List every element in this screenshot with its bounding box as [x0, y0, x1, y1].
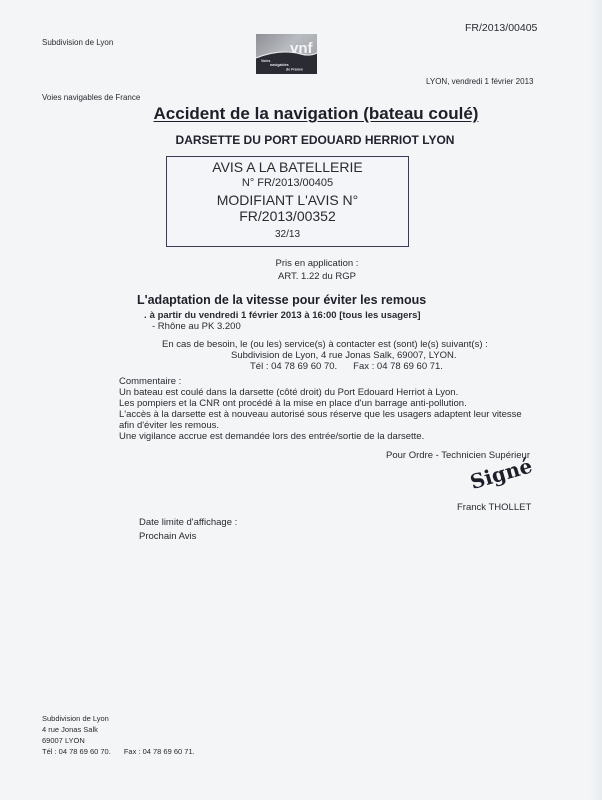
- vnf-logo-graphic: [256, 34, 317, 74]
- footer-fax: Fax : 04 78 69 60 71.: [123, 747, 195, 756]
- page-title: [0, 104, 602, 124]
- avis-box-number: N° FR/2013/00405: [241, 177, 334, 189]
- footer-line3: 69007 LYON: [42, 736, 85, 745]
- avis-box-modified-number: FR/2013/00352: [239, 208, 336, 224]
- contact-tel: Tél : 04 78 69 60 70.: [250, 361, 338, 372]
- contact-address: Subdivision de Lyon, 4 rue Jonas Salk, 69007, LYON.: [231, 350, 457, 361]
- header-reference: FR/2013/00405: [465, 22, 538, 34]
- comment-line: afin d'éviter les remous.: [119, 420, 220, 431]
- vnf-logo-brand: vnf: [290, 40, 313, 57]
- date-limit-label: Date limite d'affichage :: [139, 517, 238, 528]
- comment-line: Une vigilance accrue est demandée lors des entrée/sortie de la darsette.: [119, 431, 425, 442]
- contact-phones: [250, 361, 443, 372]
- svg-text:de France: de France: [286, 67, 303, 72]
- comment-label: Commentaire :: [119, 376, 182, 387]
- footer-tel: Tél : 04 78 69 60 70.: [42, 747, 111, 756]
- footer-line2: 4 rue Jonas Salk: [42, 725, 98, 734]
- page-subtitle: DARSETTE DU PORT EDOUARD HERRIOT LYON: [175, 133, 455, 147]
- comment-line: L'accès à la darsette est à nouveau autorisé sous réserve que les usagers adaptent leur vitesse: [119, 409, 522, 420]
- header-place-date: LYON, vendredi 1 février 2013: [426, 77, 534, 86]
- measure-bullet-text: à partir du vendredi 1 février 2013 à 16:00 [tous les usagers]: [149, 310, 421, 321]
- application-article: ART. 1.22 du RGP: [278, 271, 356, 282]
- signer-name: Franck THOLLET: [457, 502, 532, 513]
- svg-text:Voies: Voies: [261, 59, 271, 63]
- comment-line: Les pompiers et la CNR ont procédé à la mise en place d'un barrage anti-pollution.: [119, 398, 467, 409]
- avis-box: [166, 156, 409, 247]
- application-label: Pris en application :: [275, 258, 359, 269]
- footer-phones: [42, 747, 195, 756]
- avis-box-line3: MODIFIANT L'AVIS N°: [216, 192, 359, 208]
- signer-role: Pour Ordre - Technicien Supérieur: [386, 450, 530, 461]
- comment-line: Un bateau est coulé dans la darsette (côté droit) du Port Edouard Herriot à Lyon.: [119, 387, 459, 398]
- avis-box-line1: AVIS A LA BATELLERIE: [212, 159, 363, 175]
- header-organization: Voies navigables de France: [42, 93, 141, 102]
- svg-text:navigables: navigables: [270, 63, 289, 67]
- vnf-logo: [256, 34, 317, 74]
- footer-line1: Subdivision de Lyon: [42, 714, 109, 723]
- header-subdivision: Subdivision de Lyon: [42, 38, 114, 47]
- page-title-text: Accident de la navigation (bateau coulé): [153, 104, 479, 123]
- measure-location: - Rhône au PK 3.200: [152, 321, 241, 332]
- contact-intro: En cas de besoin, le (ou les) service(s) à contacter est (sont) le(s) suivant(s) :: [162, 339, 488, 350]
- date-limit-value: Prochain Avis: [139, 531, 197, 542]
- measure-bullet: [144, 310, 421, 321]
- contact-fax: Fax : 04 78 69 60 71.: [353, 361, 443, 372]
- measure-heading: L'adaptation de la vitesse pour éviter les remous: [137, 293, 427, 307]
- signature-stamp: Signé: [467, 453, 535, 494]
- bullet-marker: .: [144, 310, 147, 321]
- avis-box-code: 32/13: [274, 229, 301, 240]
